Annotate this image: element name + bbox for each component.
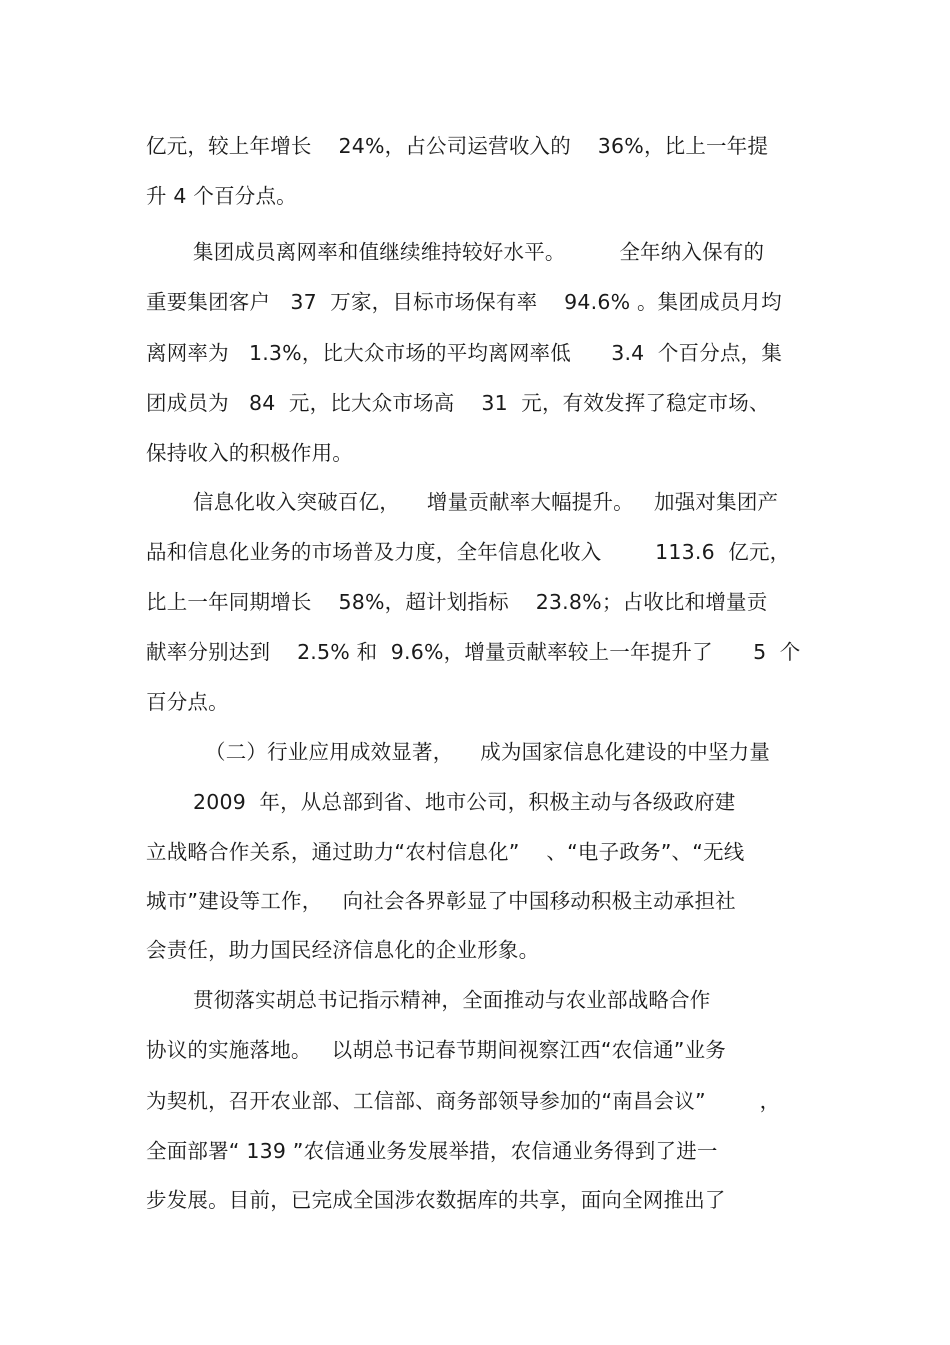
text-line: 重要集团客户 37 万家，目标市场保有率 94.6% 。集团成员月均 xyxy=(146,290,782,314)
text-line: 献率分别达到 2.5% 和 9.6%，增量贡献率较上一年提升了 5 个 xyxy=(146,640,801,664)
text-line: 保持收入的积极作用。 xyxy=(146,441,353,465)
text-line: 全面部署“ 139 ”农信通业务发展举措，农信通业务得到了进一 xyxy=(146,1139,718,1163)
text-line: 协议的实施落地。 以胡总书记春节期间视察江西“农信通”业务 xyxy=(146,1038,726,1062)
text-line: 离网率为 1.3%，比大众市场的平均离网率低 3.4 个百分点，集 xyxy=(146,341,783,365)
text-line: 步发展。目前，已完成全国涉农数据库的共享，面向全网推出了 xyxy=(146,1188,726,1212)
section-heading: （二）行业应用成效显著， 成为国家信息化建设的中坚力量 xyxy=(205,740,771,764)
text-line: 亿元，较上年增长 24%，占公司运营收入的 36%，比上一年提 xyxy=(146,134,769,158)
text-line: 城市”建设等工作， 向社会各界彰显了中国移动积极主动承担社 xyxy=(146,889,736,913)
text-line: 立战略合作关系，通过助力“农村信息化” 、“电子政务”、“无线 xyxy=(146,840,745,864)
text-line: 升 4 个百分点。 xyxy=(146,184,297,208)
paragraph-start-line: 信息化收入突破百亿， 增量贡献率大幅提升。 加强对集团产 xyxy=(193,490,779,514)
text-line: 会责任，助力国民经济信息化的企业形象。 xyxy=(146,938,540,962)
paragraph-start-line: 集团成员离网率和值继续维持较好水平。 全年纳入保有的 xyxy=(193,240,765,264)
text-line: 团成员为 84 元，比大众市场高 31 元，有效发挥了稳定市场、 xyxy=(146,391,770,415)
paragraph-start-line: 2009 年，从总部到省、地市公司，积极主动与各级政府建 xyxy=(193,790,736,814)
paragraph-start-line: 贯彻落实胡总书记指示精神，全面推动与农业部战略合作 xyxy=(193,988,711,1012)
text-line: 百分点。 xyxy=(146,690,229,714)
text-line: 品和信息化业务的市场普及力度，全年信息化收入 113.6 亿元， xyxy=(146,540,791,564)
text-line: 为契机，召开农业部、工信部、商务部领导参加的“南昌会议” ， xyxy=(146,1089,781,1113)
text-line: 比上一年同期增长 58%，超计划指标 23.8%；占收比和增量贡 xyxy=(146,590,768,614)
